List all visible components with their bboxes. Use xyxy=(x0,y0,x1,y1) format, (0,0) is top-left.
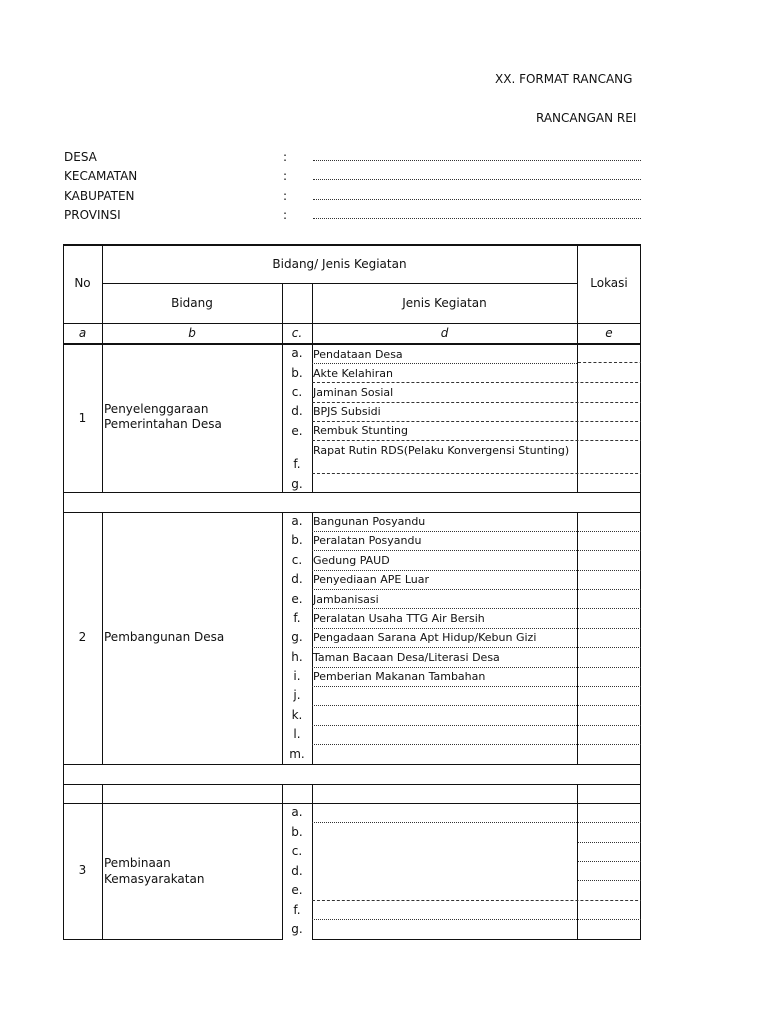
index-cell-a: a xyxy=(78,326,87,340)
row-separator xyxy=(312,570,641,571)
column-line xyxy=(282,784,283,804)
row-number: 1 xyxy=(78,411,87,425)
column-line xyxy=(640,764,641,785)
activity-item: Peralatan Usaha TTG Air Bersih xyxy=(313,612,485,625)
column-line xyxy=(640,492,641,513)
row-separator xyxy=(312,919,641,920)
row-separator xyxy=(312,382,641,383)
item-letter: d. xyxy=(291,864,303,878)
section-bottom-border xyxy=(312,939,641,940)
activity-item: Jaminan Sosial xyxy=(313,386,394,399)
row-separator xyxy=(578,861,641,862)
item-letter: i. xyxy=(293,669,301,683)
column-line xyxy=(63,784,64,804)
activity-item: Pengadaan Sarana Apt Hidup/Kebun Gizi xyxy=(313,631,537,644)
row-border xyxy=(63,784,641,785)
item-letter: a. xyxy=(291,805,303,819)
item-letter: h. xyxy=(291,650,303,664)
field-fill-line-desa xyxy=(313,160,641,161)
column-line xyxy=(312,784,313,804)
row-separator xyxy=(312,725,641,726)
activity-item: Gedung PAUD xyxy=(313,554,390,567)
column-line xyxy=(63,764,64,785)
item-letter: d. xyxy=(291,572,303,586)
field-label-kecamatan: KECAMATAN xyxy=(64,169,138,183)
column-line xyxy=(102,803,103,940)
column-line xyxy=(102,344,103,493)
column-line xyxy=(102,784,103,804)
item-letter: e. xyxy=(291,883,303,897)
bidang-cell: Pembinaan Kemasyarakatan xyxy=(104,856,205,886)
activity-item: Pemberian Makanan Tambahan xyxy=(313,670,486,683)
row-separator xyxy=(312,628,641,629)
row-separator xyxy=(312,705,641,706)
section-bottom-border xyxy=(63,939,283,940)
item-letter: d. xyxy=(291,404,303,418)
item-letter: c. xyxy=(291,844,303,858)
item-letter: f. xyxy=(293,903,301,917)
field-label-provinsi: PROVINSI xyxy=(64,208,121,222)
index-cell-d: d xyxy=(440,326,449,340)
activity-item: Jambanisasi xyxy=(313,593,379,606)
row-number: 2 xyxy=(78,630,87,644)
row-separator xyxy=(578,842,641,843)
header-divider xyxy=(63,343,641,345)
row-separator xyxy=(312,667,641,668)
row-separator xyxy=(312,608,641,609)
activity-item: Rembuk Stunting xyxy=(313,424,409,437)
row-separator xyxy=(312,440,641,441)
item-letter: g. xyxy=(291,477,303,491)
field-label-desa: DESA xyxy=(64,150,97,164)
row-separator xyxy=(578,362,641,363)
row-separator xyxy=(312,900,641,901)
activity-item: BPJS Subsidi xyxy=(313,405,381,418)
column-line xyxy=(577,784,578,804)
item-letter: e. xyxy=(291,592,303,606)
item-letter: k. xyxy=(291,708,303,722)
item-letter: b. xyxy=(291,533,303,547)
header-divider xyxy=(102,283,578,284)
column-line xyxy=(640,784,641,804)
column-line xyxy=(102,512,103,765)
row-separator xyxy=(312,744,641,745)
column-header-jenis-kegiatan: Jenis Kegiatan xyxy=(402,296,487,310)
section-top-border xyxy=(63,512,641,513)
item-letter: b. xyxy=(291,366,303,380)
row-separator xyxy=(312,686,641,687)
item-letter: g. xyxy=(291,922,303,936)
section-bottom-border xyxy=(63,764,641,765)
item-letter: a. xyxy=(291,346,303,360)
index-cell-e: e xyxy=(605,326,613,340)
bidang-cell: Pembangunan Desa xyxy=(104,630,225,644)
row-separator xyxy=(312,531,641,532)
activity-item: Rapat Rutin RDS(Pelaku Konvergensi Stunting) xyxy=(313,444,570,457)
item-letter: a. xyxy=(291,514,303,528)
activity-item: Penyediaan APE Luar xyxy=(313,573,430,586)
activity-item: Akte Kelahiran xyxy=(313,367,393,380)
field-fill-line-kecamatan xyxy=(313,179,641,180)
section-bottom-border xyxy=(63,492,641,493)
field-colon: : xyxy=(283,208,288,222)
field-colon: : xyxy=(283,150,288,164)
column-header-group: Bidang/ Jenis Kegiatan xyxy=(272,257,407,271)
item-letter: f. xyxy=(293,457,301,471)
index-cell-c: c. xyxy=(291,326,303,340)
document-subtitle: RANCANGAN REI xyxy=(536,111,637,125)
activity-item: Bangunan Posyandu xyxy=(313,515,426,528)
column-header-no: No xyxy=(74,276,91,290)
header-divider xyxy=(63,323,641,324)
row-separator xyxy=(312,550,641,551)
row-separator xyxy=(312,822,641,823)
field-fill-line-kabupaten xyxy=(313,199,641,200)
row-separator xyxy=(312,402,641,403)
activity-item: Pendataan Desa xyxy=(313,348,403,361)
document-title: XX. FORMAT RANCANG xyxy=(495,72,633,86)
activity-item: Taman Bacaan Desa/Literasi Desa xyxy=(313,651,500,664)
bidang-cell: Penyelenggaraan Pemerintahan Desa xyxy=(104,402,222,431)
item-letter: f. xyxy=(293,611,301,625)
item-letter: l. xyxy=(293,727,301,741)
row-number: 3 xyxy=(78,863,87,877)
row-separator xyxy=(578,880,641,881)
item-letter: m. xyxy=(289,747,305,761)
item-letter: g. xyxy=(291,630,303,644)
field-colon: : xyxy=(283,169,288,183)
row-border xyxy=(63,803,641,804)
row-separator xyxy=(312,589,641,590)
item-letter: b. xyxy=(291,825,303,839)
field-colon: : xyxy=(283,189,288,203)
row-separator xyxy=(312,473,641,474)
column-line xyxy=(63,492,64,513)
column-header-bidang: Bidang xyxy=(171,296,213,310)
item-letter: c. xyxy=(291,385,303,399)
column-header-lokasi: Lokasi xyxy=(590,276,628,290)
item-letter: j. xyxy=(293,688,301,702)
column-line xyxy=(577,344,578,493)
item-letter: c. xyxy=(291,553,303,567)
activity-item: Peralatan Posyandu xyxy=(313,534,422,547)
index-cell-b: b xyxy=(188,326,196,340)
row-separator xyxy=(312,363,577,364)
column-line xyxy=(640,344,641,493)
item-letter: e. xyxy=(291,424,303,438)
row-separator xyxy=(312,647,641,648)
field-fill-line-provinsi xyxy=(313,218,641,219)
table-top-border xyxy=(63,244,641,246)
field-label-kabupaten: KABUPATEN xyxy=(64,189,135,203)
row-separator xyxy=(312,421,641,422)
